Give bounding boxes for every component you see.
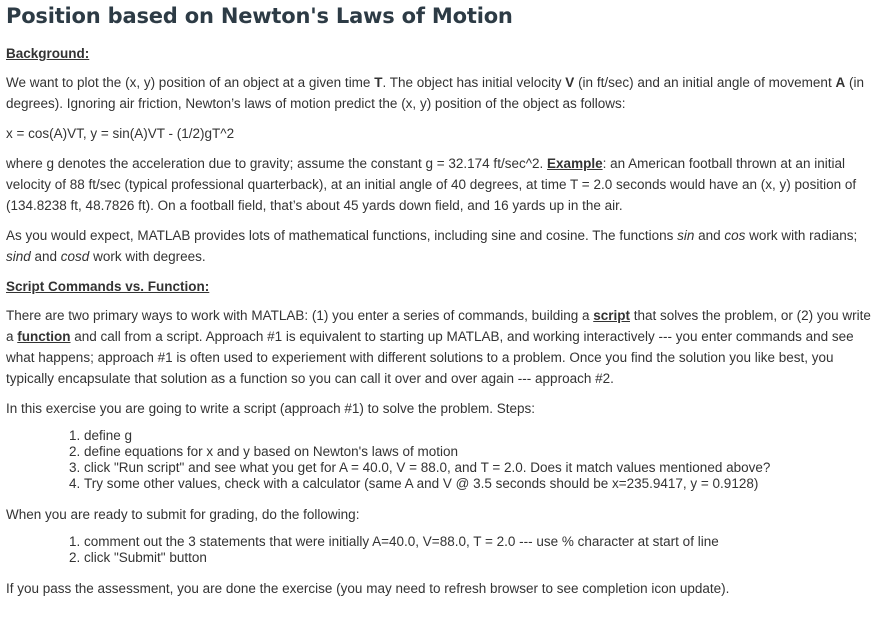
instructions-page — [6, 0, 874, 608]
list-item: 3. click "Run script" and see what you get for A = 40.0, V = 88.0, and T = 2.0. Does it match values mentioned above? — [84, 460, 874, 476]
background-heading: Background: — [6, 46, 90, 61]
completion-note: If you pass the assessment, you are done the exercise (you may need to refresh browser to see completion icon update). — [6, 581, 730, 596]
text-run: There are two primary ways to work with MATLAB: (1) you enter a series of commands, building a — [6, 308, 594, 323]
page-title: Position based on Newton's Laws of Motion — [6, 4, 513, 28]
background-paragraph-2 — [6, 153, 874, 216]
cosd-function-name: cosd — [60, 249, 90, 264]
list-item: 2. click "Submit" button — [84, 550, 874, 566]
function-term: function — [17, 329, 71, 344]
angle-variable: A — [835, 75, 846, 90]
sind-function-name: sind — [6, 249, 31, 264]
list-item: 1. define g — [84, 428, 874, 444]
submit-intro: When you are ready to submit for grading, do the following: — [6, 507, 360, 522]
text-run: and — [694, 228, 725, 243]
text-run: (in degrees). Ignoring air friction, Newton’s laws of motion predict the (x, y) position of the object as follows: — [6, 75, 864, 111]
script-term: script — [593, 308, 630, 323]
text-run: work with degrees. — [89, 249, 206, 264]
text-run: (in ft/sec) and an initial angle of movement — [574, 75, 836, 90]
text-run: work with radians; — [745, 228, 858, 243]
background-paragraph-3 — [6, 225, 874, 267]
script-paragraph-1 — [6, 305, 874, 389]
text-run: We want to plot the (x, y) position of an object at a given time — [6, 75, 375, 90]
list-item: 1. comment out the 3 statements that were initially A=40.0, V=88.0, T = 2.0 --- use % character at start of line — [84, 534, 874, 550]
text-run: where g denotes the acceleration due to gravity; assume the constant g = 32.174 ft/sec^2. — [6, 156, 548, 171]
submit-steps-list — [6, 534, 874, 566]
text-run: that solves the problem, or (2) you write a — [6, 308, 871, 344]
text-run: . The object has initial velocity — [382, 75, 566, 90]
text-run: As you would expect, MATLAB provides lots of mathematical functions, including sine and cosine. The functions — [6, 228, 678, 243]
velocity-variable: V — [565, 75, 575, 90]
text-run: : an American football thrown at an initial velocity of 88 ft/sec (typical professional quarterback), at an initial angle of 40 degrees, at time T = 2.0 seconds would have an (x, y) position of (134.8238 ft, 48.7826 ft). On a football field, that’s about 45 yards down field, and 16 yards up in the air. — [6, 156, 857, 213]
steps-list — [6, 428, 874, 492]
background-paragraph-1 — [6, 72, 874, 114]
script-vs-function-heading: Script Commands vs. Function: — [6, 279, 210, 294]
text-run: and — [30, 249, 61, 264]
list-item: 2. define equations for x and y based on Newton's laws of motion — [84, 444, 874, 460]
position-formula: x = cos(A)VT, y = sin(A)VT - (1/2)gT^2 — [6, 126, 235, 141]
cos-function-name: cos — [724, 228, 746, 243]
script-paragraph-2: In this exercise you are going to write a script (approach #1) to solve the problem. Steps: — [6, 401, 536, 416]
example-label: Example — [547, 156, 603, 171]
list-item: 4. Try some other values, check with a calculator (same A and V @ 3.5 seconds should be x=235.9417, y = 0.9128) — [84, 476, 874, 492]
text-run: and call from a script. Approach #1 is equivalent to starting up MATLAB, and working interactively --- you enter commands and see what happens; approach #1 is often used to experiement with different solutions to a problem. Once you find the solution you like best, you typically encapsulate that solution as a function so you can call it over and over again --- approach #2. — [6, 329, 854, 386]
time-variable: T — [374, 75, 383, 90]
sin-function-name: sin — [677, 228, 695, 243]
